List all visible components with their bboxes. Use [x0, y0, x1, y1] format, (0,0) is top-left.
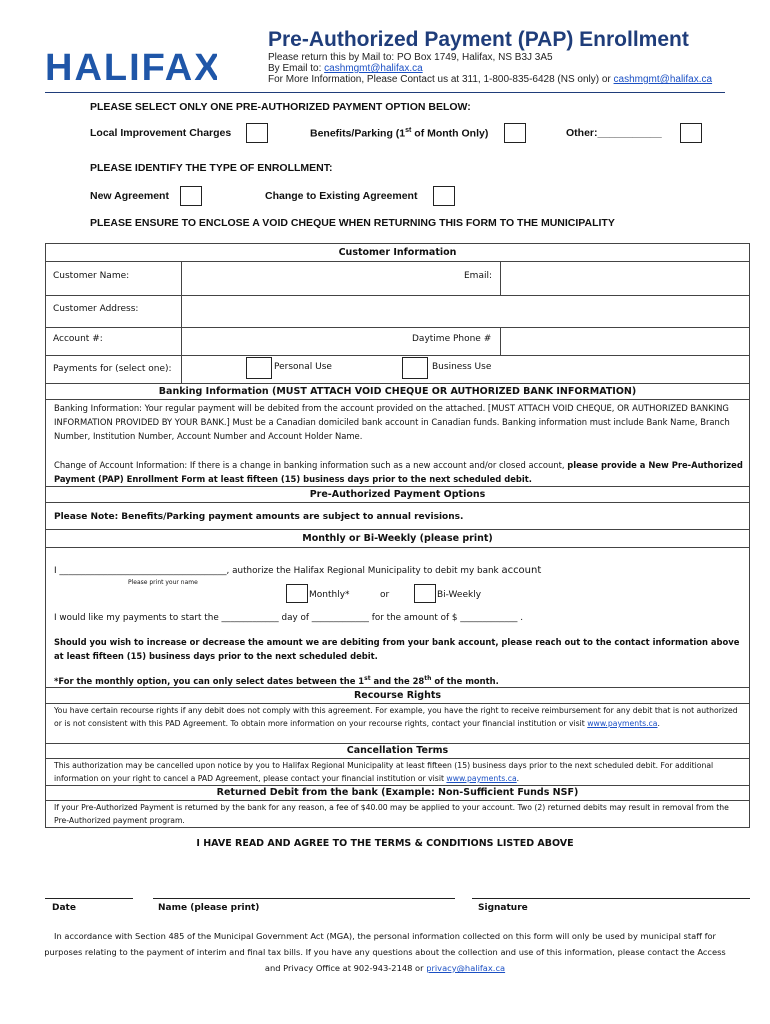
recourse-rights-title: Recourse Rights [353, 690, 442, 701]
cancellation-terms-title: Cancellation Terms [346, 745, 449, 756]
logo-text: HALIFAX [45, 48, 217, 84]
personal-use-label: Personal Use [274, 362, 332, 372]
date-line[interactable] [45, 898, 133, 899]
new-agreement-checkbox[interactable] [180, 186, 202, 206]
returned-debit-text: If your Pre-Authorized Payment is returned by the bank for any reason, a fee of $40.00 may be applied to your account. Two (2) returned debits may result in removal from the Pre-Authorized payment program. [54, 803, 729, 825]
signature-line[interactable] [472, 898, 750, 899]
business-use-label: Business Use [432, 362, 492, 372]
date-label: Date [52, 903, 76, 913]
daytime-phone-label: Daytime Phone # [412, 334, 492, 344]
customer-info-title: Customer Information [338, 247, 457, 258]
local-improvement-checkbox[interactable] [246, 123, 268, 143]
monthly-date-note: *For the monthly option, you can only select dates between the 1st and the 28th of the month. [54, 675, 499, 686]
privacy-notice: In accordance with Section 485 of the Municipal Government Act (MGA), the personal information collected on this form will only be used by municipal staff for purposes relating to the payment of interim and final tax bills. If you have any questions about the collection and use of this information, please contact the Access and Privacy Office at 902-943-2148 or privacy@halifax.ca [44, 931, 726, 973]
form-title: Pre-Authorized Payment (PAP) Enrollment [268, 28, 689, 51]
biweekly-label: Bi-Weekly [437, 590, 482, 600]
void-cheque-notice: PLEASE ENSURE TO ENCLOSE A VOID CHEQUE WHEN RETURNING THIS FORM TO THE MUNICIPALITY [90, 217, 615, 229]
customer-name-label: Customer Name: [53, 271, 130, 281]
agree-statement: I HAVE READ AND AGREE TO THE TERMS & CONDITIONS LISTED ABOVE [196, 838, 574, 849]
account-number-label: Account #: [53, 334, 103, 344]
local-improvement-label: Local Improvement Charges [90, 127, 232, 139]
monthly-checkbox[interactable] [286, 584, 308, 603]
personal-use-checkbox[interactable] [246, 357, 272, 379]
monthly-biweekly-title: Monthly or Bi-Weekly (please print) [302, 533, 493, 544]
new-agreement-label: New Agreement [90, 190, 169, 202]
payment-option-heading: PLEASE SELECT ONLY ONE PRE-AUTHORIZED PAYMENT OPTION BELOW: [90, 101, 471, 113]
monthly-label: Monthly* [309, 590, 350, 600]
email-label: Email: [464, 271, 493, 281]
or-label: or [380, 590, 390, 600]
privacy-email-link[interactable]: privacy@halifax.ca [426, 963, 506, 973]
change-agreement-checkbox[interactable] [433, 186, 455, 206]
halifax-logo [45, 48, 217, 84]
email-instructions: By Email to: cashmgmt@halifax.ca [268, 63, 423, 74]
change-account-text: Change of Account Information: If there is a change in banking information such as a new account and/or closed account, please provide a New Pre-Authorized Payment (PAP) Enrollment Form at least fifteen (15) business days prior to the next scheduled debit. [54, 460, 743, 484]
signature-label: Signature [478, 903, 528, 913]
change-agreement-label: Change to Existing Agreement [265, 190, 418, 202]
payment-start-line: I would like my payments to start the _____________ day of _____________ for the amount of $ _____________ . [54, 613, 524, 623]
recourse-rights-text: You have certain recourse rights if any debit does not comply with this agreement. For example, you have the right to receive reimbursement for any debit that is not authorized or is not consistent with this PAD Agreement. To obtain more information on your recourse rights, contact your financial institution or visit www.payments.ca. [54, 706, 738, 728]
other-label: Other:___________ [566, 127, 662, 139]
contact-instructions: For More Information, Please Contact us at 311, 1-800-835-6428 (NS only) or cashmgmt@halifax.ca [268, 74, 713, 85]
contact-email-link[interactable]: cashmgmt@halifax.ca [613, 74, 713, 85]
email-link[interactable]: cashmgmt@halifax.ca [324, 63, 423, 74]
business-use-checkbox[interactable] [402, 357, 428, 379]
authorization-statement: I ______________________________________, authorize the Halifax Regional Municipality to debit my bank account [54, 565, 542, 576]
payments-ca-link-2[interactable]: www.payments.ca [446, 774, 517, 783]
other-checkbox[interactable] [680, 123, 702, 143]
returned-debit-title: Returned Debit from the bank (Example: Non-Sufficient Funds NSF) [216, 787, 579, 798]
biweekly-checkbox[interactable] [414, 584, 436, 603]
enrollment-heading: PLEASE IDENTIFY THE TYPE OF ENROLLMENT: [90, 162, 333, 174]
account-number-input[interactable] [182, 328, 411, 355]
daytime-phone-input[interactable] [501, 328, 749, 355]
benefits-parking-checkbox[interactable] [504, 123, 526, 143]
banking-info-title: Banking Information (MUST ATTACH VOID CHEQUE OR AUTHORIZED BANK INFORMATION) [158, 386, 637, 397]
mail-instructions: Please return this by Mail to: PO Box 1749, Halifax, NS B3J 3A5 [268, 52, 553, 63]
pap-options-title: Pre-Authorized Payment Options [309, 489, 486, 500]
benefits-parking-label: Benefits/Parking (1st of Month Only) [310, 127, 489, 140]
increase-decrease-note: Should you wish to increase or decrease the amount we are debiting from your bank account, please reach out to the contact information above at least fifteen (15) business days prior to the next scheduled debit. [54, 637, 740, 661]
customer-address-label: Customer Address: [53, 304, 139, 314]
customer-address-input[interactable] [182, 296, 749, 327]
name-line[interactable] [153, 898, 455, 899]
benefits-note: Please Note: Benefits/Parking payment amounts are subject to annual revisions. [54, 512, 464, 522]
email-input[interactable] [501, 262, 749, 295]
cancellation-terms-text: This authorization may be cancelled upon notice by you to Halifax Regional Municipality at least fifteen (15) business days prior to the next scheduled debit. For additional information on your right to cancel a PAD Agreement, please contact your financial institution or visit www.payments.ca. [54, 761, 714, 783]
banking-info-text: Banking Information: Your regular payment will be debited from the account provided on the attached. [MUST ATTACH VOID CHEQUE, OR AUTHORIZED BANKING INFORMATION PROVIDED BY YOUR BANK.] Must be a Canadian domiciled bank account in Canadian funds. Banking information must include Bank Name, Branch Number, Institution Number, Account Number and Account Holder Name. [54, 403, 730, 441]
payments-ca-link[interactable]: www.payments.ca [587, 719, 658, 728]
form-table [45, 243, 750, 828]
print-name-hint: Please print your name [128, 579, 198, 586]
customer-name-input[interactable] [182, 262, 501, 295]
header-divider [45, 92, 725, 93]
name-print-label: Name (please print) [158, 903, 260, 913]
payments-for-label: Payments for (select one): [53, 364, 172, 374]
